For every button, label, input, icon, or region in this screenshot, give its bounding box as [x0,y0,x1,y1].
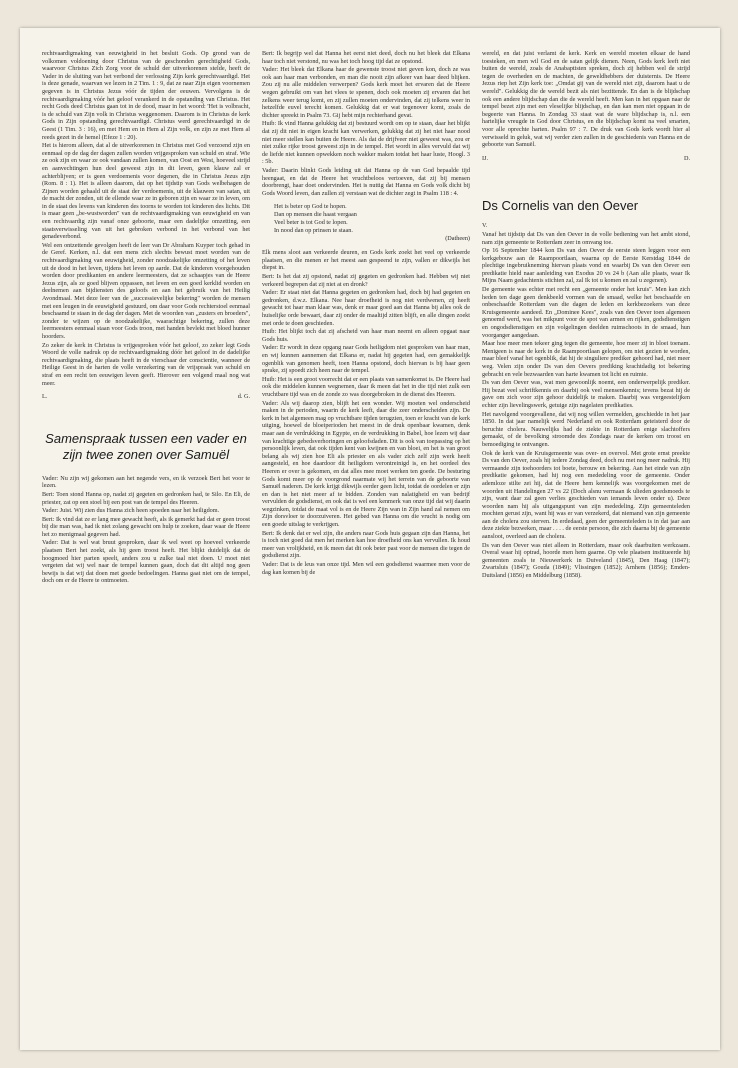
signature-left: IJ. [482,154,489,162]
paragraph: Huib: Het is een groot voorrecht dat er een plaats van samenkomst is. De Heere had ook die middelen kunnen wegnemen, daar ik meen dat het in die tijd niet zulk een vruchtbare tijd was en de zonde zo was doorgebroken in de dienst des Heeren. [262,375,470,398]
paragraph: Huib: Het blijkt toch dat zij afscheid van haar man neemt en alleen opgaat naar Gods huis. [262,328,470,343]
paragraph: Elk mens sloot aan verkeerde deuren, en Gods kerk zoekt het veel op verkeerde plaatsen, en die menen er het meest aan gespeend te zijn, vallen er dikwijls het diepst in. [262,249,470,272]
paragraph: Ds van den Oever was, wat men gewoonlijk noemt, een onderwerpelijk prediker. Hij bezat veel schriftkennis en daarbij ook veel mensenkennis; tevens bezat hij de gave om zich voor zijn gehoor duidelijk te maken. Daarbij was vergeestelijken echter zijn lievelingswerk, getuige zijn nagelaten predikaties. [482,379,690,409]
article-signature [42,393,250,401]
paragraph: rechtvaardigmaking van eeuwigheid in het besluit Gods. Op grond van de volkomen voldoening door Christus van de geschonden gerechtigheid Gods, waarvoor Christus Zich Zorg voor de schuld der uitverkorenen stelde, heeft de Vader in de sluiting van het verbond der verlossing Zijn kerk gerechtvaardigd. Het is deze genade, waarvan we lezen in 2 Tim. 1 : 9, dat ze naar Zijn eigen voornemen gegeven is in Christus Jezus vóór de tijden der eeuwen. Vervolgens is de rechtvaardigmaking vóór het geloof verankerd in de opstanding van Christus. Het recht Gods deed Christus gaan tot in de dood, maar in het woord: 'Het is volbracht, is de schuld van Zijn volk in Christus weggenomen. Daarom is in Christus de kerk Gods in Zijn opstanding gerechtvaardigd. Christus werd gerechtvaardigd in de Geest (1 Tim. 3 : 16), en met Hem en in Hem al Zijn volk, en zijn ze met Hem al reeds gezet in de hemel (Efeze 1 : 20). [42,50,250,141]
article-signature [482,155,690,163]
paragraph: Bert: Ik begrijp wel dat Hanna het eerst niet deed, doch nu het bleek dat Elkana haar toch niet verstond, nu was het toch hoog tijd dat ze opstond. [262,50,470,65]
column-middle [262,50,470,577]
article-part-number: V. [482,222,488,230]
signature-right: d. G. [237,393,250,401]
paragraph: Huib: Ik vind Hanna gelukkig dat zij bestuurd wordt om op te staan, daar het blijkt dat zij dit niet in eigen kracht kan verwerken, gelukkig dat zij het niet haar nood niet meer stellen kan buiten de Heere. Als dat de drijfveer niet geweest was, zou er niet zulke rijke troost geweest zijn in de tempel. Het wordt in alles vervuld dat wij de liefde niet kunnen opwekken noch wakker maken totdat het haar luste, Hoogl. 3 : 5b. [262,120,470,166]
poem-line: Veel beter is tot God te lopen. [274,219,348,227]
article-title-samenspraak [42,431,250,463]
paragraph: Vader: Als wij daarop zien, blijft het een wonder. Wij moeten wel onderscheid maken in de perioden, waarin de kerk leeft, daar die zeer onderscheiden zijn. De kerk in het algemeen mag op vruchtbare tijden terugzien, toen er kracht van de kerk uitging, hoewel de bloeiperioden het meest in de druk openbaar kwamen, denk maar aan de verdrukking in Egypte, en de verdrukking in Babel, hoe lezen wij daar van krachtige gebedsverhoringen en geloofsdaden. Dit is ook van toepassing op het persoonlijk leven, dat ook tijden kent van kwijnen en van bloei, en het is van groot belang als wij zien hoe Eli als priester en als vader zich zelf zijn werk heeft aangesteld, en hoe daardoor dit heiligdom verontreinigd is, en het oordeel des Heeren er over is gekomen, en dat alles mee moet werken ten goede. De besturing Gods komt meer op de voorgrond naarmate wij het terrein van de geboorte van Samuël naderen. De kerk krijgt dikwijls eerder geen licht, totdat de oordelen er zijn en dan is het niet meer af te bidden. Zonden van nalatigheid en van bedrijf vervulden de godsdienst, en ook dat is wel een kenmerk van onze tijd dat wij daarin wegzinken, totdat de maat vol is en de Heere Zijn wan in Zijn hand zal nemen om Zijn dorsvloer te doorzuiveren. Het gebed van Hanna om die vrucht is nodig om een goede uitslag te verkrijgen. [262,399,470,529]
paragraph: Vader: Er wordt in deze opgang naar Gods heiligdom niet gesproken van haar man, en wij kunnen aannemen dat Elkana er, nadat hij gegeten had, een gemakkelijk ogenblik van genomen heeft, toen Hanna opstond, doch hiervan is bij haar geen sprake, zij spoedt zich heen naar de tempel. [262,344,470,375]
paragraph: Ds van den Oever was niet alleen in Rotterdam, maar ook daarbuiten werkzaam. Overal waar hij optrad, hoorde men hem gaarne. Op vele plaatsen institueerde hij gemeenten zoals te Nieuwerkerk in Duiveland (1845), Den Haag (1847); Zwartsluis (1847); Gouda (1849); Vlissingen (1852); Arnhem (1856); Emden-Duitsland (1856) en Middelburg (1858). [482,541,690,580]
paragraph: Vader: Nu zijn wij gekomen aan het negende vers, en ik verzoek Bert het voor te lezen. [42,474,250,490]
signature-left: L. [42,393,48,401]
paragraph: Bert: Is het dat zij opstond, nadat zij gegeten en gedronken had. Hebben wij niet verkeerd begrepen dat zij niet at en dronk? [262,273,470,288]
signature-right: D. [683,154,690,162]
paragraph: Maar hoe meer men tekeer ging tegen die gemeente, hoe meer zij in bloei toenam. Menigeen is naar de kerk in de Raampoortlaan gelopen, om niet gezien te worden, maar bleef vanaf het ogenblik, dat hij de singuliere prediker gehoord had, niet meer weg. Velen zijn onder Ds van den Oevers prediking krachtdadig tot bekering gebracht en vele bezwaarden van harte kwamen tot licht en ruimte. [482,340,690,378]
paragraph: Ook de kerk van de Kruisgemeente was over- en overvol. Met grote ernst preekte Ds van den Oever, zoals hij iedere Zondag deed, doch nu met nog meer nadruk. Hij vermaande zijn toehoorders tot boete, berouw en bekering. Aan het einde van zijn predikatie gekomen, had hij nog een mededeling voor de gemeente. Onder ademloze stilte zei hij, dat de Heere hem kennelijk was voorgekomen met de woorden uit Handelingen 27 vs 22 (Doch alsnu vermaan ik ulieden goedsmoeds te zijn, want daar zal geen verlies geschieden van iemands leven onder u). Deze woorden nam hij als uitgangspunt van zijn mededeling. Zijn gemeenteleden mochten gerust zijn, want hij was er van verzekerd, dat niemand van zijn gemeente aan de cholera zou sterven. In erdedaad, geen der gemeenteleden is in dat jaar aan deze ziekte bezweken, maar . . . . de eerste persoon, die zich daarna bij de gemeente aansloot, overleed aan de cholera. [482,449,690,541]
paragraph: Bert: Ik vind dat ze er lang mee gewacht heeft, als ik gemerkt had dat er geen troost bij die man was, had ik niet zolang gewacht om hulp te zoeken, daar waar de Heere het zo menigmaal gegeven had. [42,515,250,538]
article-title-van-den-oever: Ds Cornelis van den Oever [482,198,639,214]
paragraph: Vanaf het tijdstip dat Ds van den Oever in de volle bediening van het ambt stond, nam zijn gemeente te Rotterdam zeer in omvang toe. [482,230,690,246]
poem-line: Het is beter op God te hopen. [274,203,347,211]
paragraph: Op 16 September 1844 kon Ds van den Oever de eerste steen leggen voor een kerkgebouw aan de Raampoortlaan, waarna op de Eerste Kerstdag 1844 de plechtige ingebruikneming hiervan plaats vond en waarbij Ds van den Oever een predikatie hield naar aanleiding van Exodus 20 vs 24 b (Aan alle plaats, waar Ik Mijns Naam gedachtenis stichten zal, zal Ik tot u komen en zal u zegenen). [482,247,690,285]
paragraph: Vader: Dat is wel wat bruut gesproken, daar ik wel weet op hoeveel verkeerde plaatsen Bert het zoekt, als hij geen troost heeft. Het blijkt duidelijk dat de hoogmoed hier parten speelt, anders zou u zulke taal niet doen. U moet niet vergeten dat wij wel naar de tempel kunnen gaan, doch dat dit altijd nog geen bewijs is dat wij dat doen met goede bedoelingen. Hanna gaat niet om de tempel, doch om er de Heere te ontmoeten. [42,539,250,585]
paragraph: Wel een ontzettende gevolgen heeft de leer van Dr Abraham Kuyper toch gehad in de Geref. Kerken, n.l. dat een mens zich slechts bewust moet worden van de rechtvaardigmaking van eeuwigheid, zonder noodzakelijke omzetting of het leven uit de dood in het leven, tijdens het leven op aarde. Dat de kinderen voorgehouden worden door predikanten en andere leermeesters, dat ze schaapjes van de Heere Jezus zijn, als ze goed blijven oppassen, net leven en een goed kerklid worden en deelnemen aan bijdiensten des geloofs en aan het gebruik van het Heilig Avondmaal. Met deze leer van de „successievelijke bekering" worden de mensen met een leugen in de eeuwigheid gestuurd, om daar voor Gods rechterstoel eenmaal beschaamd te staan in de dag der dagen. Met de woorden van „zusters en broeders", zonder te wijzen op de noodzakelijke, waarachtige bekering, zullen deze leermeesters eenmaal staan voor Gods troon, met handen bevlekt met bloed hunner hoorders. [42,241,250,340]
poem-source: (Datheen) [445,235,470,243]
paragraph: Vader: Dat is de leus van onze tijd. Men wil een godsdienst waarmee men voor de dag kan komen bij de [262,561,470,576]
paragraph: Vader: Juist. Wij zien dus Hanna zich heen spoeden naar het heiligdom. [42,507,220,515]
title-line: Samenspraak tussen een vader en [45,430,247,446]
paragraph: Zo zeker de kerk in Christus is vrijgesproken vóór het geloof, zo zeker legt Gods Woord de volle nadruk op de rechtvaardigmaking dóór het geloof in de dadelijke rechtvaardigmaking, die plaats heeft in de vierschaar der conscientie, wanneer de Heilige Geest in de harten de volle verzekering van de vrijspraak van schuld en straf en een recht ten eeuwigen leven geeft. Hierover een volgend maal nog wat meer. [42,341,250,387]
paragraph: Vader: Daarin blinkt Gods leiding uit dat Hanna op de van God bepaalde tijd heengaat, en dat de Heere het vruchtbeloos vertoeven, dat zij bij mensen doorbrengt, haar doet ondervinden. Het is nuttig dat Hanna en Gods volk dicht bij Gods Woord leven, dan zullen zij verstaan wat de dichter zegt in Psalm 118 : 4. [262,166,470,197]
column-left [42,50,250,586]
paragraph: De gemeente was echter met recht een „gemeente onder het kruis". Men kan zich heden ten dage geen denkbeeld vormen van de smaad, welke het beschaafde en onbeschaafde Rotterdam van die dagen de leden en kerkbezoekers van deze Kruisgemeente aandeed. En „Dominee Kees", zoals van den Oever toen algemeen genoemd werd, was het mikpunt voor de spot van armen en rijken, godsdienstigen en ongodsdienstigen en zijn volgelingen deelden ruimschoots in de smaad, hun voorganger aangedaan. [482,286,690,339]
paragraph: Vader: Het bleek dat Elkana haar de gewenste troost niet geven kon, doch ze was ook aan haar man verbonden, en man die nooit zijn afkeer van haar deed blijken. Zou zij nu alle middelen verwerpen? Gods kerk moet het ervaren dat de Heere wegen gebruikt om van het vlees te spenen, doch ook moeten zij ervaren dat het zelkens weer terug komt, en zij zullen moeten ondervinden, dat zij telkens weer in hetzelfde euvel terecht komen. Gelukkig dat er wat tegenover komt, zoals de dichter spreekt in Psalm 73. Gij hebt mijn rechterhand gevat. [262,66,470,119]
column-right [482,50,690,581]
newspaper-page [20,28,720,1050]
paragraph: wereld, en dat juist verlamt de kerk. Kerk en wereld moeten elkaar de hand toesteken, en men wil God en de satan gelijk dienen. Neen, Gods kerk leeft niet buiten de wereld, zoals de Anabaptisten spreken, doch zij hebben wel de strijd tegen de overheden en de machten, de geweldhebbers der duisternis. De Heere Jezus riep het Zijn kerk toe: „Omdat gij van de wereld niet zijt, daarom haat u de wereld". Gelukkig die de wereld bezit als niet bezittende. En dan is de blijdschap ook een andere blijdschap dan die de wereld heeft. Men kan in het opgaan naar de tempel bezet zijn met een vleselijke blijdschap, en dan kan men niet opgaan in de begeerte van Hanna. In Zondag 33 staat wat de ware blijdschap is, n.l. een hartelijke vreugde in God door Christus, en die blijdschap komt na veel smarten, voor alle oprechte harten. Psalm 97 : 7. De druk van Gods kerk wordt hier al verwisseld in geluk, wat wij verder zien zullen in de geschiedenis van Hanna en de geboorte van Samuël. [482,50,690,149]
paragraph: Bert: Toen stond Hanna op, nadat zij gegeten en gedronken had, te Silo. En Eli, de priester, zat op een stoel bij een post van de tempel des Heeren. [42,490,250,506]
paragraph: Het navolgend voorgevallene, dat wij nog willen vermelden, geschiedde in het jaar 1850. In dat jaar namelijk werd Nederland en ook Rotterdam geteisterd door de beruchte cholera. Nauwelijks had de ziekte in Rotterdam enige slachtoffers gemaakt, of de bevolking stroomde des Zondags naar de kerken om troost en bemoediging te ontvangen. [482,410,690,448]
paragraph: Het is hierom alleen, dat al de uitverkorenen in Christus met God verzoend zijn en eenmaal op de dag der dagen zullen worden vrijgesproken van schuld en straf. Wie ze ook zijn en waar ze ook vandaan zullen komen, van Oost en West, hoeveel strijd en aanvechtingen hun deel geweest zijn in dit leven, geen klauw zal er achterblijven; er is geen verdoemenis voor degenen, die in Christus Jezus zijn (Rom. 8 : 1). Het is alleen daarom, dat op het tijdstip van Gods welbehagen de Zijnen worden gehaald uit de staat der verdoemenis, uit de klauwen van satan, uit de macht der zonden, uit de ellende waar ze in geboren zijn en waar ze in leven, om in de staat des levens van kinderen des toorns te worden tot kinderen des lichts. Dit is maar geen „be-wustworden" van de rechtvaardigmaking van eeuwigheid en van een rechtvaardig zijn vanaf onze geboorte, maar een dadelijke omzetting, een staatsverwisseling van uit het gebroken verbond in het verbond van het genadeverbond. [42,142,250,241]
paragraph: Vader: Er staat niet dat Hanna gegeten en gedronken had, doch bij had gegeten en gedronken, d.w.z. Elkana. Nee haar droefheid is nog niet verdwenen, zij heeft gewacht tot haar man klaar was, denk er maar goed aan dat Hanna bij alles ook de huiselijke orde bewaart, daar zij onder de maaltijd zitten blijft, en alle dingen zoekt met orde te doen geschieden. [262,289,470,327]
title-line: zijn twee zonen over Samuël [62,446,230,462]
paragraph: Bert: Ik denk dat er wel zijn, die anders naar Gods huis gegaan zijn dan Hanna, het is toch niet goed dat men het merken kan hoe droefheid ons kan vervullen. Ik houd meer van vrolijkheid, en ik meen dat dit ook beter past voor de mensen die tegen de godsdienst zijn. [262,529,470,560]
poem-line: Dan op mensen die haast vergaan [274,211,357,219]
poem-quote [274,203,470,243]
poem-line: In nood dan op prinsen te staan. [274,227,353,235]
